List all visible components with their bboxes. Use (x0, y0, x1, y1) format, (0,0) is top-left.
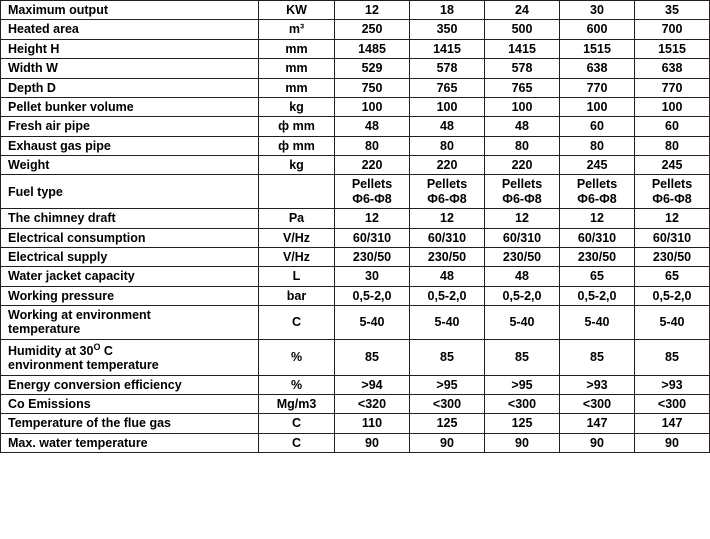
cell-value: 60 (560, 117, 635, 136)
cell-value: 35 (635, 1, 710, 20)
row-unit: kg (259, 97, 335, 116)
row-label: Maximum output (1, 1, 259, 20)
table-row (1, 117, 710, 136)
cell-value: 60/310 (635, 228, 710, 247)
row-unit: % (259, 339, 335, 375)
cell-value: 1515 (560, 39, 635, 58)
table-row (1, 78, 710, 97)
row-unit: mm (259, 78, 335, 97)
row-unit: C (259, 414, 335, 433)
cell-value: 245 (635, 156, 710, 175)
cell-value: 85 (635, 339, 710, 375)
table-row (1, 175, 710, 209)
cell-value: 65 (635, 267, 710, 286)
row-label: Pellet bunker volume (1, 97, 259, 116)
cell-value: 12 (560, 209, 635, 228)
cell-value: 638 (560, 59, 635, 78)
table-row (1, 136, 710, 155)
row-label: Temperature of the flue gas (1, 414, 259, 433)
cell-value: 1485 (335, 39, 410, 58)
cell-value: >93 (635, 375, 710, 394)
table-row (1, 395, 710, 414)
cell-value: 12 (335, 1, 410, 20)
cell-value: 5-40 (635, 306, 710, 340)
row-label: Fuel type (1, 175, 259, 209)
row-label: Working pressure (1, 286, 259, 305)
cell-value: 85 (335, 339, 410, 375)
row-label: Working at environment temperature (1, 306, 259, 340)
cell-value: 12 (410, 209, 485, 228)
row-label: Humidity at $30^O$ C environment temperature (1, 339, 259, 375)
row-unit (259, 175, 335, 209)
cell-value: >94 (335, 375, 410, 394)
cell-value: >95 (485, 375, 560, 394)
cell-value: <320 (335, 395, 410, 414)
cell-value: 48 (410, 267, 485, 286)
cell-value: 0,5-2,0 (335, 286, 410, 305)
cell-value: 80 (560, 136, 635, 155)
cell-value: 220 (410, 156, 485, 175)
cell-value: Pellets Ф6-Ф8 (410, 175, 485, 209)
cell-value: 48 (410, 117, 485, 136)
cell-value: 0,5-2,0 (410, 286, 485, 305)
table-row (1, 306, 710, 340)
row-unit: L (259, 267, 335, 286)
cell-value: 80 (410, 136, 485, 155)
cell-value: 80 (335, 136, 410, 155)
row-unit: ф mm (259, 136, 335, 155)
cell-value: 85 (410, 339, 485, 375)
row-label: The chimney draft (1, 209, 259, 228)
table-row (1, 339, 710, 375)
row-unit: kg (259, 156, 335, 175)
cell-value: 230/50 (410, 247, 485, 266)
cell-value: 220 (335, 156, 410, 175)
row-unit: C (259, 306, 335, 340)
row-label: Fresh air pipe (1, 117, 259, 136)
cell-value: 770 (635, 78, 710, 97)
cell-value: 24 (485, 1, 560, 20)
table-row (1, 414, 710, 433)
cell-value: 100 (335, 97, 410, 116)
cell-value: Pellets Ф6-Ф8 (485, 175, 560, 209)
cell-value: 230/50 (485, 247, 560, 266)
cell-value: 100 (560, 97, 635, 116)
cell-value: 100 (410, 97, 485, 116)
cell-value: 110 (335, 414, 410, 433)
cell-value: <300 (485, 395, 560, 414)
row-unit: mm (259, 39, 335, 58)
row-unit: % (259, 375, 335, 394)
table-row (1, 375, 710, 394)
table-row (1, 433, 710, 452)
cell-value: 12 (635, 209, 710, 228)
row-unit: KW (259, 1, 335, 20)
cell-value: 5-40 (485, 306, 560, 340)
cell-value: 30 (335, 267, 410, 286)
cell-value: 765 (410, 78, 485, 97)
cell-value: 230/50 (560, 247, 635, 266)
row-label: Electrical consumption (1, 228, 259, 247)
row-label: Heated area (1, 20, 259, 39)
cell-value: 5-40 (410, 306, 485, 340)
cell-value: 90 (335, 433, 410, 452)
cell-value: 60 (635, 117, 710, 136)
cell-value: 90 (560, 433, 635, 452)
cell-value: 500 (485, 20, 560, 39)
cell-value: 230/50 (635, 247, 710, 266)
cell-value: 60/310 (485, 228, 560, 247)
cell-value: 48 (335, 117, 410, 136)
row-label: Electrical supply (1, 247, 259, 266)
row-label: Depth D (1, 78, 259, 97)
row-unit: mm (259, 59, 335, 78)
cell-value: 578 (410, 59, 485, 78)
row-unit: V/Hz (259, 247, 335, 266)
cell-value: >95 (410, 375, 485, 394)
table-row (1, 286, 710, 305)
row-unit: bar (259, 286, 335, 305)
cell-value: 60/310 (560, 228, 635, 247)
cell-value: 529 (335, 59, 410, 78)
cell-value: Pellets Ф6-Ф8 (635, 175, 710, 209)
cell-value: 700 (635, 20, 710, 39)
cell-value: 85 (485, 339, 560, 375)
cell-value: 578 (485, 59, 560, 78)
row-unit: C (259, 433, 335, 452)
cell-value: 0,5-2,0 (485, 286, 560, 305)
cell-value: 750 (335, 78, 410, 97)
cell-value: 147 (635, 414, 710, 433)
cell-value: 638 (635, 59, 710, 78)
cell-value: 250 (335, 20, 410, 39)
cell-value: 230/50 (335, 247, 410, 266)
cell-value: 1515 (635, 39, 710, 58)
cell-value: 0,5-2,0 (560, 286, 635, 305)
cell-value: 100 (485, 97, 560, 116)
cell-value: 5-40 (335, 306, 410, 340)
cell-value: <300 (410, 395, 485, 414)
cell-value: 65 (560, 267, 635, 286)
row-unit: V/Hz (259, 228, 335, 247)
cell-value: Pellets Ф6-Ф8 (335, 175, 410, 209)
cell-value: 147 (560, 414, 635, 433)
cell-value: 90 (485, 433, 560, 452)
table-row (1, 156, 710, 175)
cell-value: 60/310 (335, 228, 410, 247)
cell-value: <300 (560, 395, 635, 414)
row-label: Weight (1, 156, 259, 175)
cell-value: 350 (410, 20, 485, 39)
table-row (1, 59, 710, 78)
row-label: Energy conversion efficiency (1, 375, 259, 394)
row-label: Exhaust gas pipe (1, 136, 259, 155)
cell-value: 125 (410, 414, 485, 433)
cell-value: 90 (635, 433, 710, 452)
cell-value: 220 (485, 156, 560, 175)
table-row (1, 267, 710, 286)
cell-value: 80 (485, 136, 560, 155)
cell-value: 600 (560, 20, 635, 39)
row-label: Water jacket capacity (1, 267, 259, 286)
cell-value: 125 (485, 414, 560, 433)
table-row (1, 228, 710, 247)
table-body (1, 1, 710, 453)
cell-value: 12 (485, 209, 560, 228)
cell-value: 48 (485, 117, 560, 136)
row-unit: m³ (259, 20, 335, 39)
cell-value: >93 (560, 375, 635, 394)
row-label: Height H (1, 39, 259, 58)
table-row (1, 1, 710, 20)
cell-value: 85 (560, 339, 635, 375)
cell-value: 100 (635, 97, 710, 116)
cell-value: 245 (560, 156, 635, 175)
cell-value: 60/310 (410, 228, 485, 247)
row-unit: Mg/m3 (259, 395, 335, 414)
cell-value: 765 (485, 78, 560, 97)
cell-value: 12 (335, 209, 410, 228)
cell-value: 770 (560, 78, 635, 97)
table-row (1, 20, 710, 39)
row-unit: ф mm (259, 117, 335, 136)
cell-value: 1415 (485, 39, 560, 58)
table-row (1, 39, 710, 58)
cell-value: 90 (410, 433, 485, 452)
table-row (1, 247, 710, 266)
cell-value: <300 (635, 395, 710, 414)
table-row (1, 209, 710, 228)
cell-value: 18 (410, 1, 485, 20)
table-row (1, 97, 710, 116)
row-label: Width W (1, 59, 259, 78)
cell-value: 5-40 (560, 306, 635, 340)
cell-value: 30 (560, 1, 635, 20)
cell-value: 0,5-2,0 (635, 286, 710, 305)
row-label: Max. water temperature (1, 433, 259, 452)
cell-value: 80 (635, 136, 710, 155)
cell-value: 1415 (410, 39, 485, 58)
row-unit: Pa (259, 209, 335, 228)
row-label: Co Emissions (1, 395, 259, 414)
cell-value: Pellets Ф6-Ф8 (560, 175, 635, 209)
cell-value: 48 (485, 267, 560, 286)
